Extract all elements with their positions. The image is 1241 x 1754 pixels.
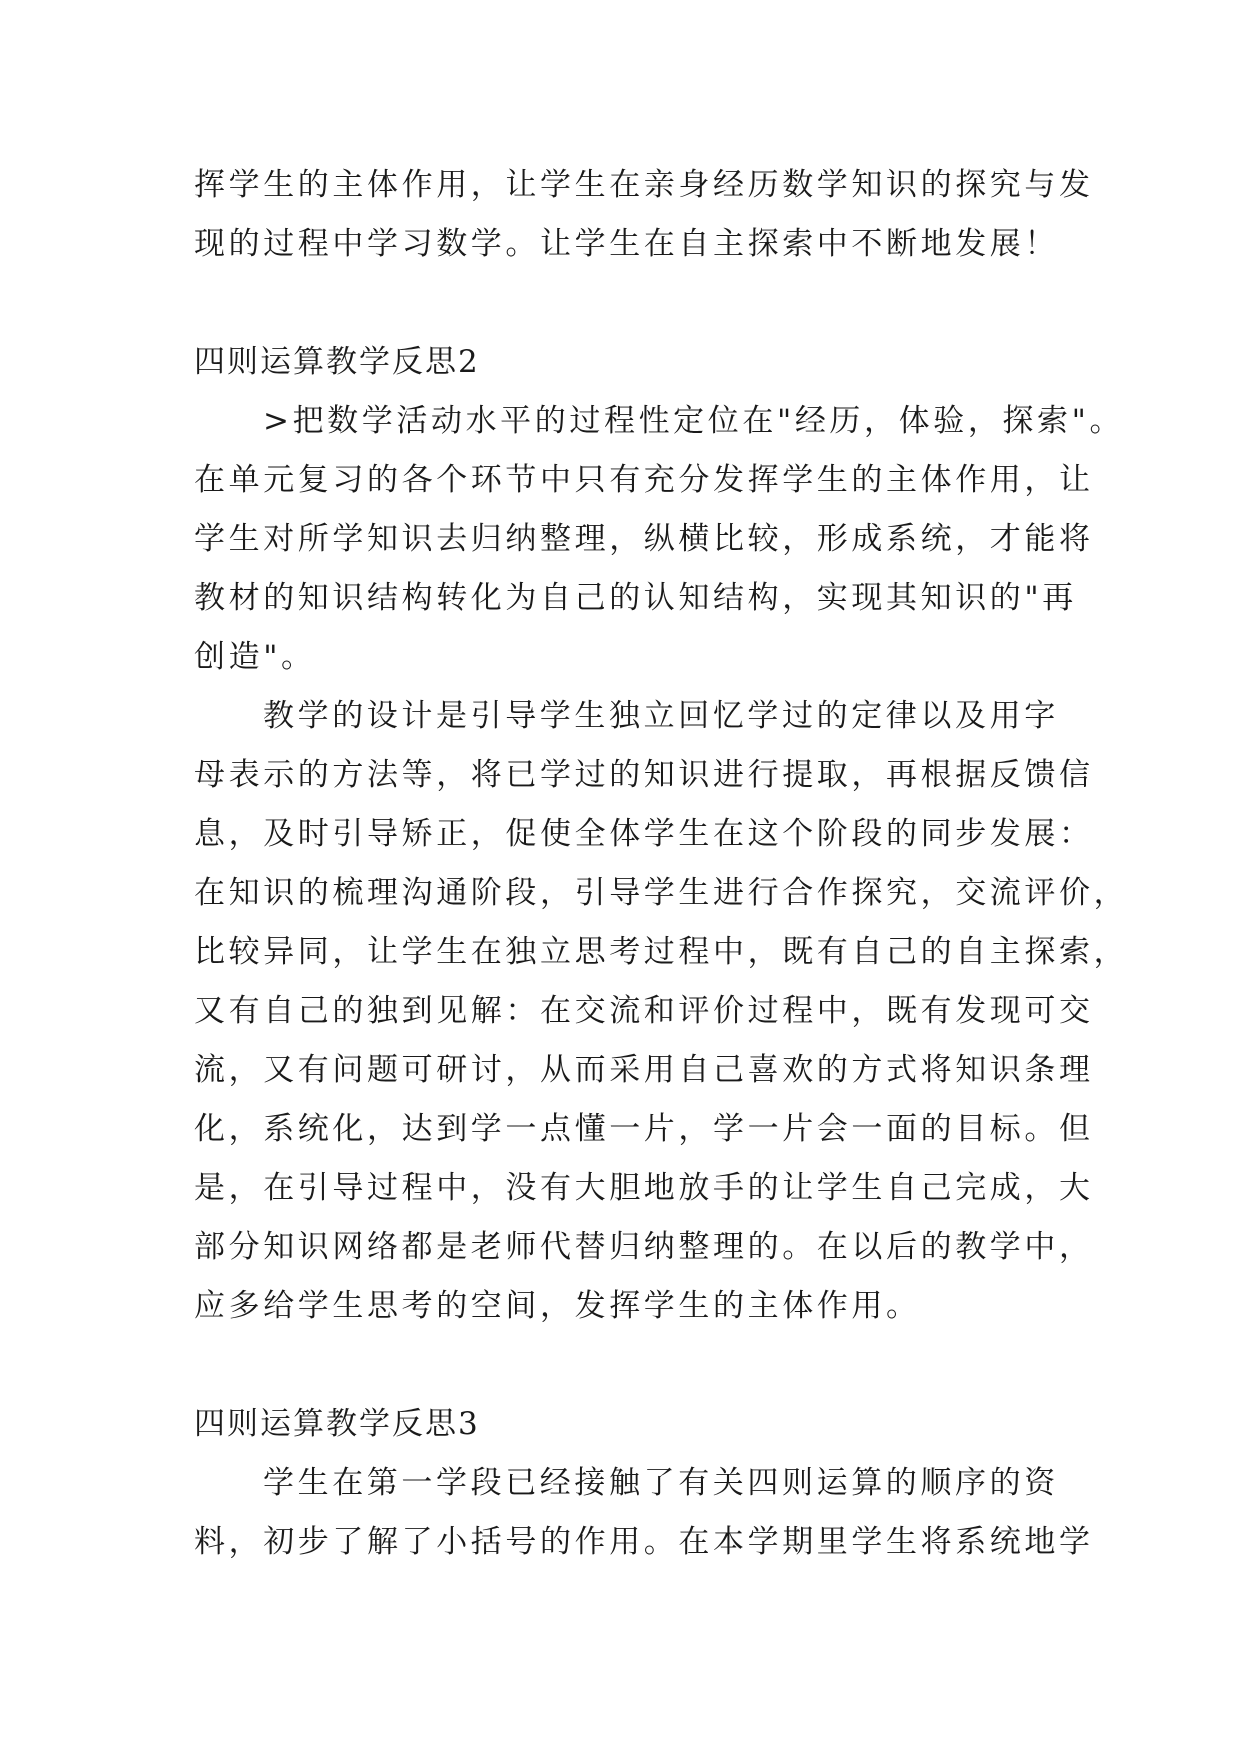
paragraph xyxy=(194,687,1184,1336)
paragraph xyxy=(194,392,1184,687)
text-line: 是，在引导过程中，没有大胆地放手的让学生自己完成，大 xyxy=(194,1170,1094,1206)
text-line: 料，初步了解了小括号的作用。在本学期里学生将系统地学 xyxy=(194,1524,1094,1560)
text-line: 息，及时引导矫正，促使全体学生在这个阶段的同步发展： xyxy=(194,816,1094,852)
text-line: 应多给学生思考的空间，发挥学生的主体作用。 xyxy=(194,1288,921,1324)
section-heading: 四则运算教学反思3 xyxy=(194,1406,480,1442)
text-line: 在知识的梳理沟通阶段，引导学生进行合作探究，交流评价， xyxy=(194,875,1129,911)
document-page xyxy=(194,156,1184,1572)
text-line: 比较异同，让学生在独立思考过程中，既有自己的自主探索， xyxy=(194,934,1129,970)
text-line: 在单元复习的各个环节中只有充分发挥学生的主体作用，让 xyxy=(194,462,1094,498)
text-line: 学生在第一学段已经接触了有关四则运算的顺序的资 xyxy=(263,1465,1059,1501)
text-line: 教材的知识结构转化为自己的认知结构，实现其知识的"再 xyxy=(194,580,1077,616)
text-line: 创造"。 xyxy=(194,639,316,675)
text-line: 挥学生的主体作用，让学生在亲身经历数学知识的探究与发 xyxy=(194,167,1094,203)
text-line: >把数学活动水平的过程性定位在"经历，体验，探索"。 xyxy=(263,403,1125,439)
text-line: 母表示的方法等，将已学过的知识进行提取，再根据反馈信 xyxy=(194,757,1094,793)
text-line: 教学的设计是引导学生独立回忆学过的定律以及用字 xyxy=(263,698,1059,734)
section-heading: 四则运算教学反思2 xyxy=(194,344,480,380)
paragraph xyxy=(194,156,1184,274)
text-line: 部分知识网络都是老师代替归纳整理的。在以后的教学中， xyxy=(194,1229,1094,1265)
text-line: 化，系统化，达到学一点懂一片，学一片会一面的目标。但 xyxy=(194,1111,1094,1147)
text-line: 又有自己的独到见解：在交流和评价过程中，既有发现可交 xyxy=(194,993,1094,1029)
text-line: 现的过程中学习数学。让学生在自主探索中不断地发展！ xyxy=(194,226,1059,262)
text-line: 流，又有问题可研讨，从而采用自己喜欢的方式将知识条理 xyxy=(194,1052,1094,1088)
text-line: 学生对所学知识去归纳整理，纵横比较，形成系统，才能将 xyxy=(194,521,1094,557)
paragraph xyxy=(194,1454,1184,1572)
